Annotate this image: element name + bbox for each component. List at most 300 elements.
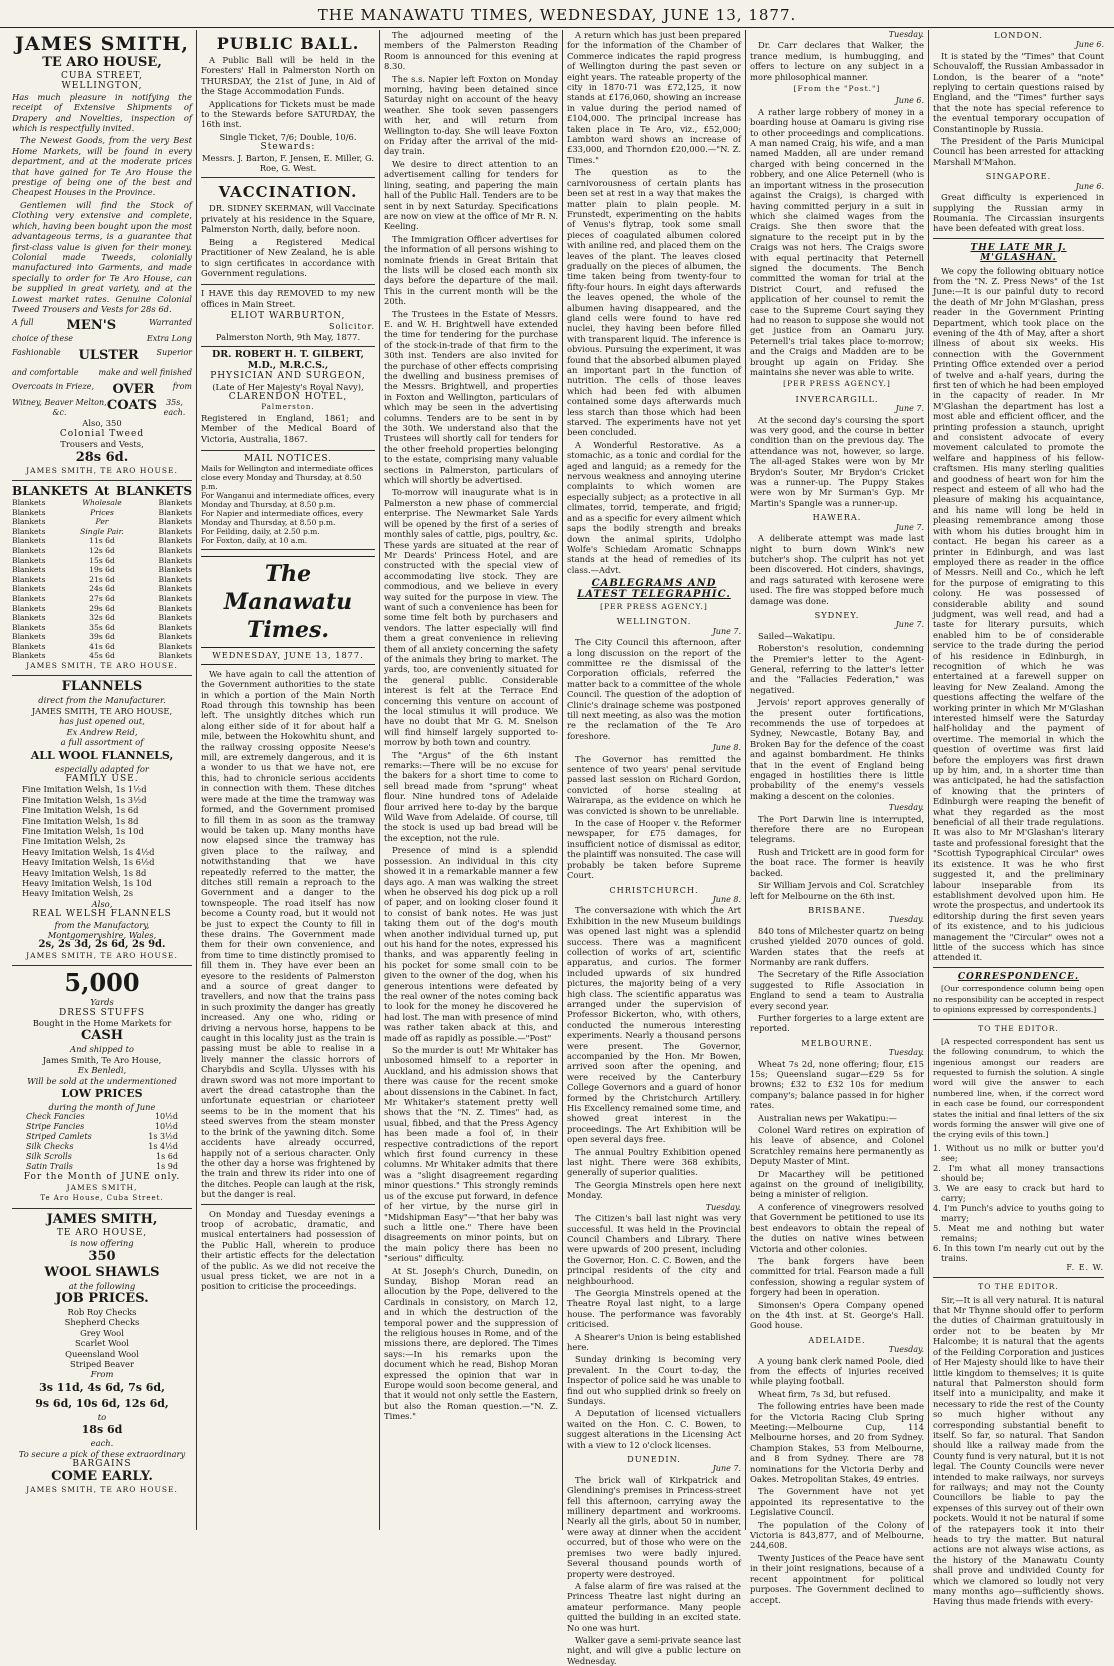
dun-date: June 7. (712, 1464, 741, 1474)
blanket-cell: Single Pair. (80, 526, 124, 536)
ws-offering: is now offering (70, 1238, 134, 1249)
ad-street: CUBA STREET, (60, 71, 144, 81)
corr-note: [Our correspondence column being open no responsibility can be accepted in respect to opinions expressed by correspondents.] (933, 984, 1104, 1014)
ds-during: during the month of June (48, 1102, 156, 1113)
vac-body2: Being a Registered Medical Practitioner of New Zealand, he is able to sign certificates in accordance with Government regulations. (201, 236, 375, 278)
dress-item (26, 1112, 178, 1122)
dun-p3: Walker gave a semi-private seance last night, and will give a public lecture on Wednesday. (567, 1634, 741, 1666)
ad-vaccination (201, 178, 375, 285)
fl-ex: Ex Andrew Reid, (66, 726, 138, 737)
sin-head: SINGAPORE. (985, 171, 1052, 182)
rem-date: Palmerston North, 9th May, 1877. (215, 331, 361, 342)
mens-b: MEN'S (66, 318, 117, 334)
from-post: [From the "Post."] (793, 84, 881, 94)
chc-p6: A Shearer's Union is being established here. (567, 1331, 741, 1352)
sig-1: JAMES SMITH, TE ARO HOUSE. (26, 465, 178, 475)
masthead: THE MANAWATU TIMES, WEDNESDAY, JUNE 13, 1877. (0, 6, 1114, 28)
news-p13: A Wonderful Restorative. As a stomachic, as a tonic and cordial for the aged and languid; as a remedy for the nervous weakness and annoying uterine complaints to which women are especially subject; as a protective in all climates, torrid, temperate, and frigid; and as a specific for every ailment which saps the bodily strength and breaks down the animal spirits, Udolpho Wolfe's Schiedam Aromatic Schnapps stands at the head of remedies of its class.—Advt. (567, 439, 741, 575)
blanket-cell: Blankets (12, 536, 46, 546)
ds-js: James Smith, Te Aro House, (42, 1054, 162, 1065)
bri-p1: 840 tons of Milchester quartz on being crushed yielded 2070 ounces of gold. Warden states that the reefs at Normanby are rank duffers. (750, 925, 924, 967)
lon-date: June 6. (1075, 40, 1104, 50)
c5-p2: A rather large robbery of money in a boarding house at Oamaru is giving rise to other proceedings and complications. A man named Craig, his wife, and a man named Madden, all are under remand charged with being concerned in the robbery, and one Alice Peternell (who is an important witness in the prosecution against the Craigs), is charged with having committed perjury in a suit in which she claimed wages from the Craigs. She then swore that the signature to the receipt put in by the Craigs was not hers. The Craigs swore with equal pertinacity that Peternell signed the documents. The Bench committed the woman for trial at the District Court, and refused the application of her counsel to remit the case to the Supreme Court saying they had no reason to suppose she would not get justice from an Oamaru jury. Peternell's trial takes place to-morrow; and the Craigs and Madden are to be brought up again on Friday. She maintains she never was able to write. (750, 106, 924, 377)
price-label: 28s 6d. (75, 449, 129, 465)
c5-pa: [PER PRESS AGENCY.] (783, 379, 891, 389)
wel-p1: The City Council this afternoon, after a long discussion on the report of the committee re the dismissal of the Corporation officials, referred the matter back to a committee of the whole Council. The question of the adoption of Clinic's drainage scheme was postponed till next meeting, as also was the motion re the reclamation of the Te Aro foreshore. (567, 637, 741, 741)
mail-body5: For Foxton, daily, at 10 a.m. (201, 536, 308, 546)
blanket-cell: Blankets (158, 603, 192, 613)
news-p11: A return which has just been prepared for the information of the Chamber of Commerce indicates the rapid progress of Wellington during the past seven or eight years. The rateable property of the city in 1870-71 was £72,125, it now stands at £176,060, showing an increase in value during the period named of £104,000. The principal increase has taken place in Te Aro, viz., £52,000; Lambton ward shows an increase of £33,000, and Thorndon £20,000.—"N. Z. Times." (567, 30, 741, 165)
chc-p4: The Citizen's ball last night was very successful. It was held in the Provincial Council Chambers and Library. There were upwards of 200 present, including the Governor, Hon. C. C. Bowen, and the principal residents of the city and neighbourhood. (567, 1213, 741, 1286)
blanket-cell: Blankets (158, 622, 192, 632)
wel-date2: June 8. (712, 743, 741, 753)
dun-p2: A false alarm of fire was raised at the Princess Theatre last night during an amateur performance. Many people quitted the building in an excited state. No one was hurt. (567, 1580, 741, 1633)
blanket-cell: Blankets (12, 565, 46, 575)
ws-sig: JAMES SMITH, TE ARO HOUSE. (26, 1485, 178, 1495)
fl-mont: Montgomeryshire, Wales, (47, 930, 157, 940)
fl-family: FAMILY USE. (65, 773, 139, 784)
blanket-cell: Blankets (12, 526, 46, 536)
ad-intro: Has much pleasure in notifying the receipt of Extensive Shipments of Drapery and Novelties, inspection of which is respectfully invited. (12, 91, 192, 134)
haw-date: June 7. (895, 522, 924, 532)
mail-body2: For Wanganui and intermediate offices, every Monday and Thursday, at 8.50 p.m. (201, 491, 375, 510)
chc-p2: The annual Poultry Exhibition opened last night. There were 368 exhibits, generally of superior qualities. (567, 1146, 741, 1178)
column-3 (379, 30, 562, 1530)
blanket-cell: Blankets (12, 584, 46, 594)
syd-p6: Sir William Jervois and Col. Scratchley left for Melbourne on the 6th inst. (750, 880, 924, 901)
over-a: Overcoats in Frieze, (12, 382, 94, 392)
fl-adapted: especially adapted for (55, 763, 149, 774)
bri-head: BRISBANE. (808, 904, 866, 915)
wel-head: WELLINGTON. (616, 616, 692, 627)
ws-bargains: BARGAINS (72, 1458, 132, 1469)
syd-date2: Tuesday. (888, 803, 924, 813)
blanket-cell: Blankets (12, 507, 46, 517)
dress-item-name: Silk Scrolls (26, 1152, 72, 1162)
corr-sig: F. E. W. (1066, 1262, 1104, 1272)
chc-date: June 8. (712, 894, 741, 904)
over-b: OVER (112, 382, 155, 398)
wel-p3: In the case of Hooper v. the Reformer newspaper, for £75 damages, for insufficient notice of dismissal as editor, the plaintiff was nonsuited. The case will probably be taken before Supreme Court. (567, 818, 741, 881)
news-p5: The Trustees in the Estate of Messrs. E. and W. H. Brightwell have extended the time for tendering for the purchase of the stock-in-trade of that firm to the 30th inst. Tenders are also invited for the purchase of other effects comprising the dwelling and business premises of the Messrs. Brightwell, and properties in Foxton and Wellington, particulars of which may be seen in the advertising columns. Tenders are to be sent in by the 30th. We understand also that the Trustees will shortly call for tenders for the other freehold properties belonging to the estate, comprising many valuable sections in Palmerston, particulars of which will shortly be advertised. (384, 308, 558, 486)
ws-job: JOB PRICES. (55, 1290, 149, 1306)
ws-name: JAMES SMITH, (46, 1211, 158, 1227)
ad-james-smith (12, 30, 192, 481)
ws-secure: To secure a pick of these extraordinary (18, 1448, 186, 1459)
haw-head: HAWERA. (812, 512, 862, 523)
fl-full: a full assortment of (60, 737, 144, 748)
ulster-b: ULSTER (78, 348, 139, 364)
blanket-cell: Blankets (12, 497, 46, 507)
conundrum-line: 2. I'm what all money transactions should be; (933, 1162, 1104, 1183)
fl-title: FLANNELS (61, 679, 143, 695)
news-p8: Presence of mind is a splendid possession. An individual in this city showed it in a remarkable manner a few days ago. A man was walking the street when he observed his dog pick up a roll of paper, and on looking closer found it to consist of bank notes. He was just taking them out of the dog's mouth when another individual turned up, put out his hand for the notes, expressed his thanks, and was apparently feeling in his pocket for some small coin to be given to the owner of the dog, when his generous intentions were defeated by the real owner of the notes coming back to look for the money he discovered he had lost. The man with presence of mind was rather taken aback at this, and made off as rapidly as possible.—"Post" (384, 845, 558, 1043)
mel-p3: Colonel Ward retires on expiration of his leave of absence, and Colonel Scratchley remains here permanently as Deputy Master of Mint. (750, 1125, 924, 1167)
news-p2: The s.s. Napier left Foxton on Monday morning, having been detained since Saturday night on account of the heavy weather. She took seven passengers with her, and will return from Wellington to-day. She will leave Foxton on Friday after the arrival of the mid-day train. (384, 73, 558, 157)
inv-date: June 7. (895, 404, 924, 414)
chc-date2: Tuesday. (705, 1202, 741, 1212)
bri-date: Tuesday. (888, 915, 924, 925)
ade-p2: Wheat firm, 7s 3d, but refused. (758, 1388, 891, 1399)
coat-a: Witney, Beaver Melton, &c. (12, 398, 107, 418)
blanket-cell: Blankets (12, 613, 46, 623)
chc-p8: A Deputation of licensed victuallers waited on the Hon. C. C. Bowen, to suggest alterations in the Licensing Act with a view to 12 o'clock licenses. (567, 1408, 741, 1450)
ad-p2: The Newest Goods, from the very Best Home Markets, will be found in every department, and at the moderate prices that have gained for Te Aro House the prestige of being one of the best and Cheapest Houses in the Province. (12, 135, 192, 198)
fl-real: REAL WELSH FLANNELS (32, 909, 172, 920)
mens-a: A full (12, 318, 34, 328)
fl-direct: direct from the Manufacturer. (38, 695, 166, 706)
flannel-item: Fine Imitation Welsh, 1s 6d (22, 805, 139, 816)
c5-p1: Dr. Carr declares that Walker, the trance medium, is humbugging, and offers to lecture on any subject in a more philosophical manner. (750, 40, 924, 82)
chc-p3: The Georgia Minstrels open here next Monday. (567, 1179, 741, 1201)
ulster-c: Superior (156, 348, 192, 358)
flannel-item: Heavy Imitation Welsh, 1s 10d (22, 877, 152, 888)
bl-title-r: BLANKETS (115, 483, 192, 498)
blanket-cell: Blankets (12, 641, 46, 651)
ds-low: LOW PRICES (61, 1087, 143, 1101)
mens-c: Warranted (149, 318, 192, 328)
ad-city: WELLINGTON, (61, 81, 143, 92)
mens-d: choice of these (12, 334, 74, 344)
news-p4: The Immigration Officer advertises for the information of all persons wishing to nominate friends in Great Britain that the lists will be closed each month six days before the departure of the mail. This in the current month will be the 20th. (384, 233, 558, 307)
fl-all: ALL WOOL FLANNELS, (30, 748, 174, 762)
fl-js: JAMES SMITH, TE ARO HOUSE, (31, 705, 173, 716)
blanket-cell: Blankets (158, 574, 192, 584)
ds-shipped: And shipped to (70, 1044, 134, 1055)
blanket-cell: 12s 6d (89, 545, 115, 555)
blanket-cell: Blankets (158, 507, 192, 517)
dress-item-price: 10½d (154, 1112, 178, 1122)
lon-head: LONDON. (994, 30, 1043, 40)
tv-label: Trousers and Vests, (60, 439, 144, 450)
ds-cash: CASH (80, 1028, 124, 1044)
blanket-cell: Blankets (12, 574, 46, 584)
ball-stewards: Stewards: (260, 142, 316, 153)
blanket-cell: 21s 6d (89, 574, 115, 584)
shawl-item: Striped Beaver (70, 1358, 134, 1369)
dress-item-price: 1s 6d (156, 1152, 178, 1162)
dress-item-price: 1s 4½d (148, 1142, 178, 1152)
blanket-cell: Prices (90, 507, 114, 517)
ds-will: Will be sold at the undermentioned (27, 1075, 177, 1086)
dress-item-name: Silk Checks (26, 1142, 74, 1152)
to-ed: TO THE EDITOR. (978, 1024, 1059, 1034)
syd-p5: Rush and Trickett are in good form for the boat race. The former is heavily backed. (750, 846, 924, 878)
ade-p6: Twenty Justices of the Peace have sent in their joint resignations, because of a recent appointment for political purposes. The Government declined to accept. (750, 1552, 924, 1605)
over-c: from (172, 382, 192, 392)
dun-p1: The brick wall of Kirkpatrick and Glendining's premises in Princess-street fell this afternoon, carrying away the millinery department and workrooms. Nearly all the girls, about 50 in number, were away at dinner when the accident occurred, but of those who were on the premises two were badly injured. Several thousand pounds worth of property were destroyed. (567, 1474, 741, 1579)
blanket-cell: Blankets (12, 555, 46, 565)
dress-item-name: Check Fancies (26, 1112, 85, 1122)
news-p10: At St. Joseph's Church, Dunedin, on Sunday, Bishop Moran read an allocution by the Pope, delivered to the Cardinals in consistory, on March 12, and in which the destruction of the temporal power and the suppression of the religious houses in Rome, and of the missions there, are deplored. The Times says:—In his remarks upon the document which he read, Bishop Moran expressed the opinion that war in Europe would soon become general, and that it would not only settle the Eastern, but also the Roman question.—"N. Z. Times." (384, 1265, 558, 1422)
comf-b: make and well finished (98, 368, 192, 378)
flannel-item: Heavy Imitation Welsh, 2s (22, 888, 134, 899)
ds-items (12, 1112, 192, 1172)
ws-to: to (97, 1411, 107, 1422)
ulster-a: Fashionable (12, 348, 61, 358)
news-p7: The "Argus" of the 6th instant remarks:—There will be no excuse for the bakers for a short time to come to sell bread made from "sprung" wheat flour. Nine hundred tons of Adelaide flour arrived here to-day by the barque Wild Wave from Adelaide. Of course, till the stock is used up bad bread will be the exception, not the rule. (384, 749, 558, 843)
news-p3: We desire to direct attention to an advertisement calling for tenders for lining, seating, and papering the main hall of the Public Hall. Tenders are to be sent in by next Saturday. Specifications are now on view at the office of Mr R. N. Keeling. (384, 158, 558, 232)
column-1 (8, 30, 196, 1530)
ad-removal (201, 285, 375, 347)
conundrum-line: 1. Without us no milk or butter you'd see; (933, 1142, 1104, 1163)
flannel-item: Fine Imitation Welsh, 1s 10d (22, 825, 144, 836)
ds-title: DRESS STUFFS (58, 1007, 145, 1018)
chc-p5: The Georgia Minstrels opened at the Theatre Royal last night, to a large house. The performance was favorably criticised. (567, 1287, 741, 1330)
dress-item-name: Striped Camlets (26, 1132, 92, 1142)
ws-num: 350 (88, 1248, 116, 1264)
ds-ex: Ex Benledi, (77, 1065, 127, 1076)
ad-doctor (201, 347, 375, 451)
mel-p5: A conference of vinegrowers resolved that Government be petitioned to use its best endeavors to obtain the repeal of the duties on native wines between Victoria and other colonies. (750, 1201, 924, 1254)
dress-item (26, 1162, 178, 1172)
chc-head: CHRISTCHURCH. (609, 884, 699, 895)
blanket-cell: 24s 6d (89, 584, 115, 594)
lon-p1: It is stated by the "Times" that Count Schouvaloff, the Russian Ambassador in London, is the bearer of a "note" replying to certain questions raised by England, and the "Times" further says that the note has special reference to the eventual temporary occupation of Constantinople by Russia. (933, 50, 1104, 134)
blanket-cell: Blankets (158, 526, 192, 536)
chc-p7: Sunday drinking is becoming very prevalent. In the Court to-day, the Inspector of police said he was unable to find out who supplied drink so freely on Sundays. (567, 1354, 741, 1406)
mel-p7: Simonsen's Opera Company opened on the 4th inst. at St. George's Hall. Good house. (750, 1299, 924, 1331)
dr-late: (Late of Her Majesty's Royal Navy), (212, 381, 364, 392)
dr-reg: Registered in England, 1861; and Member of the Medical Board of Victoria, Australia, 1867. (201, 412, 375, 444)
dr-hotel: CLARENDON HOTEL, (228, 391, 348, 402)
dress-item-name: Satin Trails (26, 1162, 73, 1172)
syd-date: June 7. (895, 620, 924, 630)
rem-name: ELIOT WARBURTON, (230, 311, 346, 322)
column-2 (196, 30, 379, 1530)
blanket-cell: 45s 6d (89, 651, 115, 661)
mel-head: MELBOURNE. (801, 1037, 873, 1048)
news-p9: So the murder is out! Mr Whitaker has unbosomed himself to a reporter in Auckland, and his admission shows that there was cause for the recent smoke about dissensions in the Cabinet. In fact, Mr Whitaker's statement pretty well shows that the "N. Z. Times" had, as usual, fibbed, and that the Press Agency has been made a fool of, in their respective contradictions of the report which first found currency in these columns. Mr Whitaker admits that there was a "slight disagreement regarding minor questions." This strongly reminds us of the excuse put forward, in defence of her virtue, by the nurse girl in "Midshipman Easy"—"that her baby was such a little one." There have been disagreements on minor points, but on the main policy there has been no "serious" difficulty. (384, 1045, 558, 1264)
ws-items (12, 1307, 192, 1369)
shawl-item: Shepherd Checks (64, 1317, 140, 1328)
flannel-item: Heavy Imitation Welsh, 1s 4½d (22, 846, 155, 857)
blanket-cell: Blankets (158, 565, 192, 575)
ad-flannels (12, 676, 192, 966)
mail-body: Mails for Wellington and intermediate offices close every Monday and Thursday, at 8.50 p.m. (201, 464, 374, 492)
ball-tickets: Single Ticket, 7/6; Double, 10/6. (219, 131, 357, 142)
fl-opened: has just opened out, (59, 716, 145, 727)
haw-p: A deliberate attempt was made last night to burn down Wink's new butcher's shop. The culprit has not yet been discovered. Hot cinders, shavings, and rags saturated with kerosene were used. The fire was stopped before much damage was done. (750, 533, 924, 606)
flannel-item: Fine Imitation Welsh, 1s 8d (22, 815, 139, 826)
blanket-cell: 27s 6d (89, 593, 115, 603)
ad-wool-shawls (12, 1209, 192, 1500)
ds-sig: JAMES SMITH, (66, 1182, 138, 1192)
coat-c: 35s, each. (163, 398, 186, 418)
blanket-cell: Blankets (158, 641, 192, 651)
mel-p2: Australian news per Wakatipu:— (758, 1112, 897, 1123)
ad-dress-stuffs (12, 966, 192, 1208)
c5-date1: Tuesday. (888, 30, 924, 39)
ball-body2: Applications for Tickets must be made to the Stewards before SATURDAY, the 16th inst. (201, 98, 375, 130)
syd-head: SYDNEY. (814, 609, 860, 620)
mail-body4: For Feilding, daily, at 2.50 p.m. (201, 527, 320, 537)
ds-bought: Bought in the Home Markets for (32, 1018, 172, 1029)
fl-also: Also, (91, 898, 113, 909)
dr-name: DR. ROBERT H. T. GILBERT, M.D., M.R.C.S., (212, 349, 364, 371)
ball-body: A Public Ball will be held in the Foresters' Hall in Palmerston North on THURSDAY, the 21st of June, in Aid of the Stage Accommodation Funds. (201, 55, 375, 97)
inv-head: INVERCARGILL. (795, 393, 879, 404)
ball-names: Messrs. J. Barton, F. Jensen, E. Miller, G. Roe, G. West. (201, 152, 375, 174)
bl-title-l: BLANKETS (12, 483, 89, 498)
ws-p3: 18s 6d (81, 1423, 123, 1437)
dr-title: PHYSICIAN AND SURGEON, (210, 371, 366, 382)
ade-date: Tuesday. (888, 1345, 924, 1355)
ball-title: PUBLIC BALL. (216, 34, 360, 53)
ade-p4: The Government have not yet appointed its representative to the Legislative Council. (750, 1486, 924, 1518)
dun-head: DUNEDIN. (627, 1454, 681, 1465)
syd-p4: The Port Darwin line is interrupted, therefore there are no European telegrams. (750, 813, 924, 845)
dress-item-price: 10½d (154, 1122, 178, 1132)
sig-2: JAMES SMITH, TE ARO HOUSE. (26, 661, 178, 671)
sig-3: JAMES SMITH, TE ARO HOUSE. (26, 950, 178, 960)
blanket-cell: Blankets (12, 632, 46, 642)
dress-item (26, 1122, 178, 1132)
ad-mail (201, 451, 375, 550)
blanket-cell: 32s 6d (89, 613, 115, 623)
editorial-p2: On Monday and Tuesday evenings a troop of acrobatic, dramatic, and musical entertainers had possession of the Public Hall, wherein to produce their artistic effects for the delectation of the public. As we did not receive the usual press ticket, we are not in a position to criticise the proceedings. (201, 1208, 375, 1292)
c5-date2: June 6. (895, 96, 924, 106)
shawl-item: Queensland Wool (65, 1348, 139, 1359)
blanket-cell: Blankets (158, 555, 192, 565)
ad-house: TE ARO HOUSE, (42, 55, 162, 70)
blanket-cell: Blankets (12, 517, 46, 527)
ws-title: WOOL SHAWLS (44, 1264, 160, 1280)
lon-p2: The President of the Paris Municipal Council has been arrested for attacking Marshall M'Mahon. (933, 136, 1104, 167)
news-p1: The adjourned meeting of the members of the Palmerston Reading Room is announced for this evening at 8.30. (384, 30, 558, 72)
flannel-item: Fine Imitation Welsh, 2s (22, 836, 126, 847)
mel-p1: Wheat 7s 2d, none offering; flour, £15 15s; Queensland sugar—£29 5s for browns; £32 to £32 10s for medium company's; balance passed in for higher rates. (750, 1058, 924, 1111)
blanket-cell: 35s 6d (89, 622, 115, 632)
blanket-cell: Blankets (158, 545, 192, 555)
flannel-item: Fine Imitation Welsh, 1s 1½d (22, 784, 147, 795)
ds-yards: Yards (90, 997, 114, 1008)
also-label: Also, 350 (82, 418, 122, 429)
column-6 (928, 30, 1108, 1607)
ws-come: COME EARLY. (51, 1469, 153, 1485)
blanket-cell: Blankets (158, 613, 192, 623)
conundrum-line: 3. We are easy to crack but hard to carry; (933, 1182, 1104, 1203)
blanket-cell: 29s 6d (89, 603, 115, 613)
wel-p2: The Governor has remitted the sentence of two years' penal servitude passed last session on Richard Gordon, convicted of horse stealing at Wairarapa, as the evidence on which he was convicted is shown to be unreliable. (567, 753, 741, 816)
mel-date: Tuesday. (888, 1048, 924, 1058)
news-p12: The question as to the carnivorousness of certain plants has been set at rest in a way that makes the matter plain to plain people. M. Frunstedt, experimenting on the habits of Venus's flytrap, took some small pieces of coagulated albumen colored with aniline red, and placed them on the leaves of the plant. The leaves closed gradually on the pieces of albumen, the time taken being from twenty-four to fifty-four hours. In eight days afterwards the leaves opened, the whole of the albumen having disappeared, and the gland cells were found to have red nuclei, they having been before filled with transparent liquid. The inference is obvious. Pursuing the experiment, it was found that the absorbed albumen played an important part in the function of nutrition. The cells of those leaves which had been fed with albumen contained some days afterwards much less starch than those which had been starved. The experiments have not yet been concluded. (567, 167, 741, 438)
nameplate: The Manawatu Times. (201, 556, 375, 648)
fl-items (12, 784, 192, 898)
blanket-cell: Blankets (158, 632, 192, 642)
ds-sig2: Te Aro House, Cuba Street. (40, 1194, 164, 1203)
ade-p1: A young bank clerk named Poole, died from the effects of injuries received while playing football. (750, 1355, 924, 1387)
rem-body: I HAVE this day REMOVED to my new offices in Main Street. (201, 288, 375, 309)
blanket-cell: 19s 6d (89, 565, 115, 575)
sin-date: June 6. (1075, 181, 1104, 191)
conundrum-line: 5. Meat me and nothing but water remains; (933, 1222, 1104, 1243)
syd-p1: Sailed—Wakatipu. (758, 630, 836, 641)
dr-place: Palmerston. (261, 403, 315, 412)
blanket-cell: Blankets (158, 497, 192, 507)
corr-p1: [A respected correspondent has sent us the following conundrum, to which the ingenious amongst our readers are requested to furnish the solution. A single word will give the answer to each numbered line, when, if the correct word in each case be found, our correspondent states the initial and final letters of the six words forming the answer will give one of the crying evils of this town.] (933, 1036, 1104, 1140)
editorial-p1: We have again to call the attention of the Government authorities to the state in which a portion of the Main North Road through this township has been left. The unsightly ditches which run along either side of it for about half a mile, between the Hokowhitu shunt, and the railway crossing opposite Neese's mill, are extremely dangerous, and it is a wonder to us that we have not, ere this, had to chronicle serious accidents in connection with them. These ditches were made at the time the tramway was formed, and the Government promised to fill them in as soon as the tramway would be taken up. Many months have now elapsed since the tramway has given place to the railway, and notwithstanding that we have repeatedly referred to the matter, the ditches still remain a reproach to the Government and a danger to the townspeople. The road itself has now become a County road, but it would not be just to expect the County to fill in these drains. The Government made them for their own convenience, and from time to time distinctly promised to fill them in. They have ever been an eyesore to the residents of Palmerston and a source of great danger to travellers, and now that the trains pass in such proximity the danger has greatly increased. Any one who, riding or driving a nervous horse, happens to be caught in this locality just as the train is passing must be able to realise in a lively manner the classic horrors of Charybdis and Scylla. Ulysses with his drawn sword was not more important to avert the dread catastrophe than the unfortunate equestrian or charioteer seems to be in the moment that his steed swerves from the steam monster to the brink of the yawning ditch. Some accidents have already occurred, happily not of a serious character. Only the other day a horse was frightened by the train and threw its rider into one of the ditches. People can laugh at the risk, but the danger is real. (201, 668, 375, 1200)
cable-title: CABLEGRAMS AND LATEST TELEGRAPHIC. (577, 578, 731, 600)
ws-house: TE ARO HOUSE, (56, 1227, 148, 1238)
column-4 (562, 30, 745, 1666)
mel-p6: The bank forgers have been committed for trial. Fearson made a full confession, showing a regular system of forgery had been in operation. (750, 1255, 924, 1298)
mail-title: MAIL NOTICES. (243, 454, 333, 464)
ade-head: ADELAIDE. (808, 1334, 866, 1345)
shawl-item: Scarlet Wool (75, 1338, 129, 1349)
chc-p1: The conversazione with which the Art Exhibition in the new Museum buildings was opened last night was a splendid success. There was a magnificent collection of works of art, scientific apparatus, and curios. The former included upwards of six hundred pictures, the majority being of a very high class. The scientific apparatus was arranged under the supervision of Professor Bickerton, who, with others, conducted the numerous interesting experiments. Nearly a thousand persons were present. The Governor, accompanied by the Hon. Mr Bowen, arrived soon after the opening, and were received by the Canterbury College Governors and a guard of honor formed by the Christchurch Artillery. His Excellency remained some time, and showed great interest in the proceedings. The Art Exhibition will be open several days free. (567, 905, 741, 1145)
blanket-cell: 11s 6d (89, 536, 115, 546)
conundrum-line: 6. In this town I'm nearly cut out by the trains. (933, 1242, 1104, 1263)
blanket-cell: Blankets (158, 536, 192, 546)
wel-date: June 7. (712, 626, 741, 636)
obit-p: We copy the following obituary notice from the "N. Z. Press News" of the 1st June:—It is our painful duty to record the death of Mr John M'Glashan, press reader in the Government Printing Department, which took place on the evening of the 4th of May, after a short illness of about six weeks. His connection with the Government Printing Office extended over a period of twelve and a-half years, during the first ten of which he had been employed in the capacity of reader. In Mr M'Glashan the department has lost a most able and efficient officer, and the printing profession a staunch, upright and consistent advocate of every movement calculated to promote the welfare and happiness of his fellow-craftsmen. His many sterling qualities and goodness of heart won for him the respect and esteem of all who had the pleasure of making his acquaintance, and his name will long be held in pleasing remembrance among those with whom his duties brought him in contact. He began his career as a printer in Edinburgh, and was last employed there as reader in the office of Messrs. Neill and Co., which he left for the purpose of emigrating to this colony. He was possessed of considerable ability and sound judgment, was well read, and had a taste for literary pursuits, which enabled him to be of considerable service to the trade during the period of his residence in Edinburgh, in recognition of which he was entertained at a farewell supper on leaving for New Zealand. Among the questions affecting the welfare of the working printer in which Mr M'Glashan interested himself were the Saturday half-holiday and the payment of overtime. The memorial in which the question of overtime was first laid before the employers was first drawn up by him, and, in a shorter time than was anticipated, he had the satisfaction of knowing that the printers of Edinburgh were reaping the benefit of what they regarded as the most beneficial of all their trade regulations. It was also to Mr M'Glashan's literary taste and professional foresight that the "Scottish Typographical Circular" owes its existence. It was he who first suggested it, and the preliminary labour inseparable from its establishment devolved upon him. He wrote the prospectus, and undertook its editorship during the first seven years of its existence, and to his judicious management the "Circular" owes not a little of the success which has since attended it. (933, 265, 1104, 963)
news-p6: To-morrow will inaugurate what is in Palmerston a new phase of commercial enterprise. The Newmarket Sale Yards will be opened by the first of a series of monthly sales of cattle, pigs, poultry, &c. These yards are situated at the rear of Mr Deards' Princess Hotel, and are constructed with the special view of accommodating live stock. They are commodious, and we believe in every way suited for the purpose in view. The want of such a convenience has been for some time felt both by purchasers and vendors. The latter especially will find them a great convenience in relieving them of all anxiety concerning the safety of the animals they bring to market. The yards, too, are conveniently situated for the general public. Considerable interest is felt at the Terrace End concerning this venture on account of the local stimulus it will produce. We have no doubt that Mr G. M. Snelson will find himself largely supported to-morrow by both town and country. (384, 487, 558, 748)
blanket-cell: Blankets (158, 584, 192, 594)
coat-b: COATS (106, 398, 157, 414)
syd-p3: Jervois' report approves generally of the present outer fortifications, recommends the use of torpedoes at Sydney, Newcastle, Botany Bay, and Broken Bay for the defence of the coast and against bombardment. He thinks that in the event of England being engaged in hostilities there is little probability of the enemy's vessels making a descent on the colonies. (750, 697, 924, 801)
vac-title: VACCINATION. (218, 183, 358, 202)
dress-item (26, 1132, 178, 1142)
obit-head: THE LATE MR J. M'GLASHAN. (970, 242, 1067, 264)
ade-p5: The population of the Colony of Victoria is 843,877, and of Melbourne, 244,608. (750, 1519, 924, 1551)
blanket-cell: Per (95, 517, 109, 527)
blanket-cell: Blankets (158, 651, 192, 661)
mens-e: Extra Long (146, 334, 192, 344)
corr-list (933, 1143, 1104, 1263)
blanket-cell: Blankets (12, 622, 46, 632)
shawl-item: Grey Wool (80, 1327, 124, 1338)
ad-public-ball (201, 30, 375, 178)
to-ed2: TO THE EDITOR. (978, 1282, 1059, 1292)
ad-title: JAMES SMITH, (15, 33, 189, 55)
ds-num: 5,000 (64, 968, 140, 998)
ad-p3: Gentlemen will find the Stock of Clothing very extensive and complete, which, having been bought upon the most advantageous terms, is a guarantee that first-class value is given for their money. Colonial made Tweeds, colonially manufactured into Garments, and made specially to order for Te Aro House, can be supplied in great variety, and at the Lowest market rates. Genuine Colonial Tweed Trousers and Vests for 28s 6d. (12, 199, 192, 314)
bri-p2: The Secretary of the Rifle Association suggested to Rifle Association in England to send a team to Australia every second year. (750, 969, 924, 1011)
blanket-cell: 39s 6d (89, 632, 115, 642)
tweed-label: Colonial Tweed (59, 428, 145, 439)
bri-p3: Further forgeries to a large extent are reported. (750, 1012, 924, 1034)
fl-prices: 2s, 2s 3d, 2s 6d, 2s 9d. (38, 939, 166, 951)
blanket-cell: Blankets (158, 517, 192, 527)
ws-p1: 3s 11d, 4s 6d, 7s 6d, (39, 1380, 165, 1394)
blanket-cell: Blankets (12, 651, 46, 661)
editorial-dateline: WEDNESDAY, JUNE 13, 1877. (201, 650, 375, 664)
dress-item (26, 1142, 178, 1152)
blanket-cell: 15s 6d (89, 555, 115, 565)
newspaper-columns (8, 30, 1108, 1666)
flannel-item: Fine Imitation Welsh, 1s 3½d (22, 794, 147, 805)
cable-sub: [PER PRESS AGENCY.] (600, 601, 708, 611)
rem-sol: Solicitor. (329, 321, 375, 331)
bl-title-c: At (94, 483, 110, 498)
ws-p2: 9s 6d, 10s 6d, 12s 6d, (35, 1396, 169, 1410)
comf-a: and comfortable (12, 368, 79, 378)
conundrum-line: 4. I'm Punch's advice to youths going to marry; (933, 1202, 1104, 1223)
flannel-item: Heavy Imitation Welsh, 1s 8d (22, 867, 147, 878)
ade-p3: The following entries have been made for the Victoria Racing Club Spring Meeting:—Melbourne Cup, 114 Melbourne horses, and 20 from Sydney. Champion Stakes, 53 from Melbourne, and 8 from Sydney. There are 78 nominations for the Victoria Derby and Oakes. Metropolitan Stakes, 49 entries. (750, 1401, 924, 1485)
column-5 (745, 30, 928, 1605)
dress-item-price: 1s 3½d (148, 1132, 178, 1142)
dress-item-name: Stripe Fancies (26, 1122, 85, 1132)
shawl-item: Rob Roy Checks (67, 1306, 137, 1317)
blanket-cell: Blankets (12, 593, 46, 603)
sin-p: Great difficulty is experienced in supplying the Russian army in Roumania. The Circassian insurgents have been defeated with great loss. (933, 192, 1104, 234)
flannel-item: Heavy Imitation Welsh, 1s 6½d (22, 857, 155, 868)
syd-p2: Roberston's resolution, condemning the Premier's letter to the Agent-General, referring to the latter's letter and the "Fallacies Federation," was negatived. (750, 643, 924, 695)
vac-body: DR. SIDNEY SKERMAN, will Vaccinate privately at his residence in the Square, Palmerston North, daily, before noon. (201, 203, 375, 235)
corr-p2: Sir,—It is all very natural. It is natural that Mr Thynne should offer to perform the duties of Chairman gratuitously in order not to be beaten by Mr Halcombe; it is natural that the agents of the Feilding Corporation and justices of Her Majesty should like to have their little kingdom to themselves; it is quite natural that Palmerston should form itself into a municipality, and make it necessary to ride the rest of the County so much higher without any corresponding substantial benefit to itself. So far, so natural. That Sandon should like a railway made from the County fund is very natural, but it is not legal. The County Councils were never intended to make railways, nor surveys for railways; and may not the County Councillors be liable to pay the expenses of this survey out of their own pockets. Would it not be natural if some of the ratepayers took it into their heads to try the matter. But natural actions are not always wise actions, as the history of the Manawatu County shall prove and undivided County for which we clamored so loudly not very many months ago—sufficiently shows. Having thus made friends with every- (933, 1294, 1104, 1607)
